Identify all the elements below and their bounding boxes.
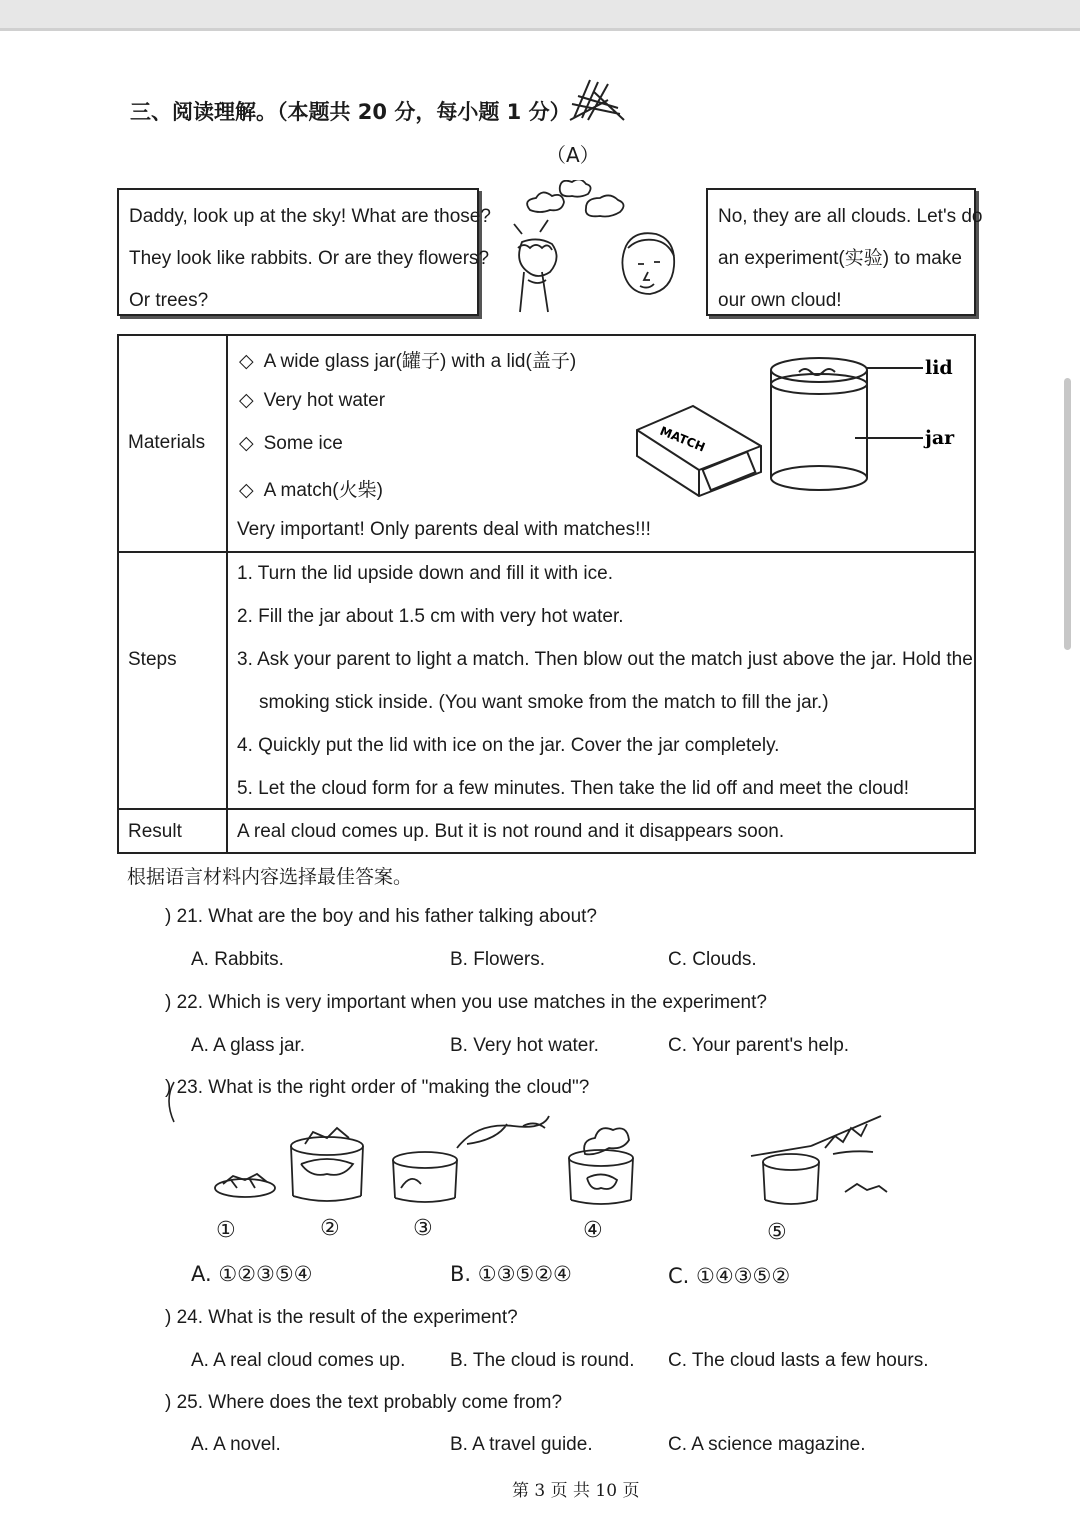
jar-walls-icon [771, 370, 867, 478]
step-item: 5. Let the cloud form for a few minutes. Then take the lid off and meet the cloud! [237, 778, 910, 799]
pouring-water-picture [393, 1116, 549, 1202]
cloud-in-jar-picture [569, 1128, 633, 1204]
child-speech-box [117, 188, 491, 316]
father-speech-box [706, 188, 983, 316]
viewer-top-bar [0, 0, 1080, 30]
jar-and-matchbox-figure [633, 350, 963, 500]
cloud-shape [527, 192, 564, 212]
jar-with-ice-lid-picture [291, 1128, 363, 1201]
father-line: our own cloud! [718, 290, 842, 311]
option-c[interactable]: C. Your parent's help. [668, 1035, 850, 1056]
option-a[interactable]: A. A novel. [191, 1434, 281, 1455]
material-item [239, 432, 343, 455]
result-label: Result [128, 821, 182, 842]
instruction-text: 根据语言材料内容选择最佳答案。 [127, 866, 413, 888]
option-a[interactable]: A. A glass jar. [191, 1035, 306, 1056]
handwritten-scribble [568, 74, 626, 126]
option-b[interactable]: B. ①③⑤②④ [450, 1262, 572, 1286]
step-item: 4. Quickly put the lid with ice on the jar. Cover the jar completely. [237, 735, 780, 756]
material-text: A match(火柴) [263, 480, 383, 501]
question-25: ) 25. Where does the text probably come from? [165, 1392, 563, 1413]
step-item: 3. Ask your parent to light a match. Then blow out the match just above the jar. Hold the [237, 649, 973, 670]
option-c[interactable]: C. A science magazine. [668, 1434, 866, 1455]
page-footer: 第 3 页 共 10 页 [512, 1481, 640, 1501]
question-24: ) 24. What is the result of the experiment? [165, 1307, 518, 1328]
picture-number: ⑤ [767, 1220, 787, 1245]
option-c[interactable]: C. ①④③⑤② [668, 1264, 791, 1288]
safety-warning: Very important! Only parents deal with matches!!! [237, 519, 651, 540]
cloud-shape [586, 195, 624, 216]
diamond-bullet-icon: ◇ [239, 479, 254, 501]
label-leader-line [855, 368, 923, 438]
option-a[interactable]: A. A real cloud comes up. [191, 1350, 406, 1371]
jar-bottom-icon [771, 466, 867, 490]
option-a[interactable]: A. ①②③⑤④ [191, 1262, 313, 1286]
section-title: 三、阅读理解。（本题共 20 分，每小题 1 分） [130, 100, 571, 124]
jar-rim-icon [771, 374, 867, 394]
result-text: A real cloud comes up. But it is not round and it disappears soon. [237, 821, 785, 842]
child-hair [518, 245, 552, 250]
option-b[interactable]: B. A travel guide. [450, 1434, 593, 1455]
passage-label: （A） [546, 143, 600, 167]
table-divider [119, 808, 974, 810]
material-item [239, 475, 383, 502]
step-item: 2. Fill the jar about 1.5 cm with very hot water. [237, 606, 624, 627]
option-b[interactable]: B. Flowers. [450, 949, 546, 970]
father-line: an experiment(实验) to make [718, 248, 962, 269]
picture-number: ④ [583, 1218, 603, 1243]
child-figure [514, 220, 557, 312]
lid-label: lid [925, 357, 953, 379]
option-b[interactable]: B. The cloud is round. [450, 1350, 635, 1371]
table-divider [119, 551, 974, 553]
picture-number: ① [216, 1218, 236, 1243]
diamond-bullet-icon: ◇ [239, 350, 254, 372]
option-a[interactable]: A. Rabbits. [191, 949, 284, 970]
jar-label: jar [925, 427, 955, 449]
father-hair [628, 240, 674, 256]
picture-number: ② [320, 1216, 340, 1241]
matchbox-label: MATCH [657, 423, 708, 455]
child-and-father-illustration [500, 180, 700, 320]
experiment-steps-pictures [205, 1108, 895, 1208]
option-b[interactable]: B. Very hot water. [450, 1035, 599, 1056]
father-line: No, they are all clouds. Let's do [718, 206, 983, 227]
diamond-bullet-icon: ◇ [239, 432, 254, 454]
viewer-top-edge [0, 28, 1080, 31]
material-item [239, 389, 385, 412]
diamond-bullet-icon: ◇ [239, 389, 254, 411]
father-face [638, 262, 660, 288]
experiment-table [117, 334, 976, 854]
child-line: They look like rabbits. Or are they flowers? [129, 248, 490, 269]
child-line: Or trees? [129, 290, 209, 311]
option-c[interactable]: C. Clouds. [668, 949, 757, 970]
material-text: Very hot water [263, 390, 386, 411]
step-item: 1. Turn the lid upside down and fill it with ice. [237, 563, 613, 584]
vertical-scrollbar[interactable] [1064, 378, 1071, 650]
material-text: Some ice [263, 433, 343, 454]
child-line: Daddy, look up at the sky! What are those? [129, 206, 491, 227]
materials-label: Materials [128, 432, 206, 453]
material-item [239, 346, 576, 373]
material-text: A wide glass jar(罐子) with a lid(盖子) [263, 351, 577, 372]
picture-number: ③ [413, 1216, 433, 1241]
lid-with-ice-picture [215, 1174, 275, 1197]
father-head [622, 233, 674, 294]
question-22: ) 22. Which is very important when you use matches in the experiment? [165, 992, 767, 1013]
pen-mark [162, 1080, 178, 1126]
step-item: smoking stick inside. (You want smoke from the match to fill the jar.) [259, 692, 829, 713]
jar-lid-icon [771, 358, 867, 382]
question-23: ) 23. What is the right order of "making the cloud"? [165, 1077, 590, 1098]
option-c[interactable]: C. The cloud lasts a few hours. [668, 1350, 929, 1371]
cloud-shape [560, 180, 591, 197]
smoking-match-picture [751, 1116, 887, 1204]
table-divider [226, 336, 228, 852]
question-21: ) 21. What are the boy and his father talking about? [165, 906, 597, 927]
steps-label: Steps [128, 649, 177, 670]
